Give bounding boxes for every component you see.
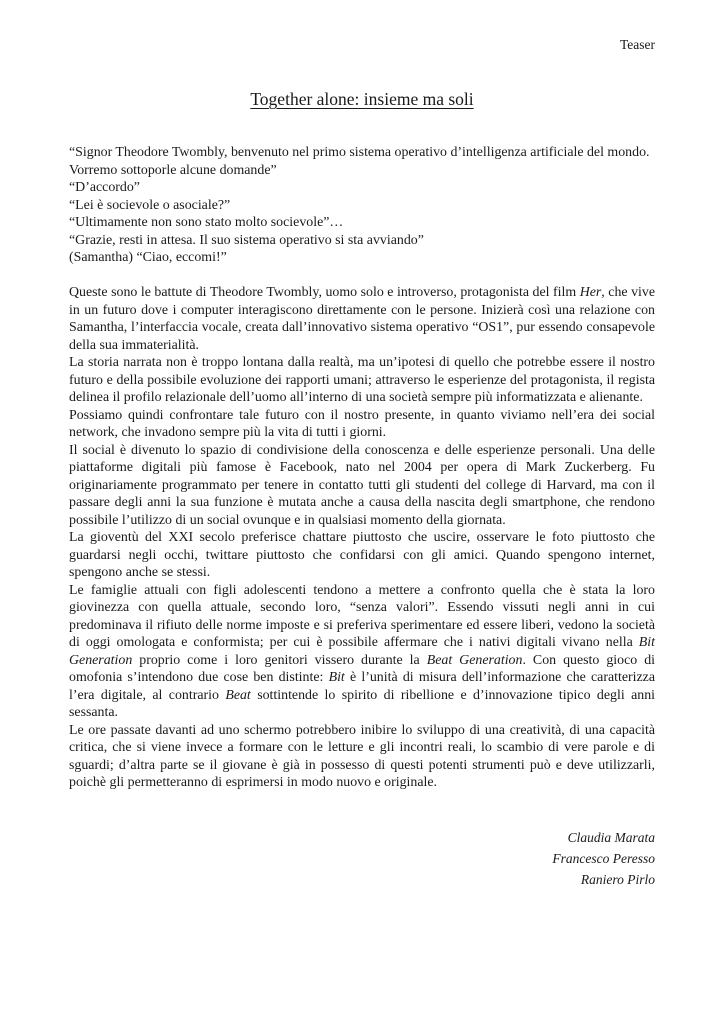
paragraph-intro bbox=[69, 284, 655, 354]
text-run: , che vive in un futuro dove i computer interagiscono direttamente con le persone. Inizierà così una relazione con Samantha, l’interfaccia vocale, creata dall’innovativo sistema operativo “OS1”, pur essendo consapevole della sua immaterialità. bbox=[69, 285, 656, 353]
dialogue-line: “D’accordo” bbox=[69, 180, 140, 195]
author-name: Francesco Peresso bbox=[552, 850, 655, 866]
text-run: . Con questo gioco di omofonia s’intendono due cose ben distinte: bbox=[69, 652, 656, 685]
author-name: Claudia Marata bbox=[567, 829, 655, 845]
text-run: Le famiglie attuali con figli adolescenti tendono a mettere a confronto quella che è stata la loro giovinezza con quella attuale, secondo loro, “senza valori”. Essendo vissuti negli anni in cui predominava il rifiuto delle norme imposte e si preferiva sperimentare ed essere liberi, vedono la società di oggi omologata e conformista; per cui è possibile affermare che i nativi digitali vivano nella bbox=[69, 582, 655, 650]
paragraph: La storia narrata non è troppo lontana dalla realtà, ma un’ipotesi di quello che potrebbe essere il nostro futuro e della possibile evoluzione dei rapporti umani; attraverso le esperienze del protagonista, il regista delinea il profilo relazionale dell’uomo all’interno di una società sempre più informatizzata e alienante. bbox=[69, 355, 655, 405]
emphasis-beat: Beat bbox=[225, 687, 251, 703]
emphasis-bit: Bit bbox=[328, 670, 345, 685]
dialogue-line: (Samantha) “Ciao, eccomi!” bbox=[69, 250, 227, 265]
dialogue-line: “Signor Theodore Twombly, benvenuto nel primo sistema operativo d’intelligenza artificiale del mondo. Vorremo sottoporle alcune domande” bbox=[69, 145, 650, 178]
film-title: Her bbox=[579, 285, 602, 300]
author-name: Raniero Pirlo bbox=[580, 871, 655, 887]
text-run: Queste sono le battute di Theodore Twombly, uomo solo e introverso, protagonista del film bbox=[69, 285, 580, 300]
emphasis-beat-generation: Beat Generation bbox=[426, 652, 523, 668]
opening-dialogue bbox=[69, 144, 655, 267]
dialogue-line: “Ultimamente non sono stato molto socievole”… bbox=[69, 215, 344, 230]
paragraph-generations bbox=[69, 582, 655, 722]
dialogue-line: “Lei è socievole o asociale?” bbox=[69, 197, 231, 213]
paragraph: Le ore passate davanti ad uno schermo potrebbero inibire lo sviluppo di una creatività, di una capacità critica, che si viene invece a formare con le letture e gli incontri reali, lo scambio di vere parole e di sguardi; d’altra parte se il giovane è già in possesso di questi potenti strumenti può e deve utilizzarli, poichè gli permetteranno di esprimersi in modo nuovo e originale. bbox=[69, 722, 655, 790]
article-title: Together alone: insieme ma soli bbox=[250, 89, 474, 109]
text-run: è l’unità di misura dell’informazione che caratterizza l’era digitale, al contrario bbox=[69, 670, 655, 703]
section-label: Teaser bbox=[619, 37, 655, 52]
emphasis-bit-generation: Bit Generation bbox=[69, 635, 655, 668]
paragraph: Possiamo quindi confrontare tale futuro con il nostro presente, in quanto viviamo nell’era dei social network, che invadono sempre più la vita di tutti i giorni. bbox=[69, 407, 655, 440]
text-run: sottintende lo spirito di ribellione e d’innovazione tipico degli anni sessanta. bbox=[69, 687, 656, 720]
dialogue-line: “Grazie, resti in attesa. Il suo sistema operativo si sta avviando” bbox=[69, 232, 424, 248]
article-body bbox=[69, 284, 655, 792]
paragraph: La gioventù del XXI secolo preferisce chattare piuttosto che uscire, osservare le foto piuttosto che guardarsi negli occhi, twittare piuttosto che confidarsi con gli amici. Quando spengono internet, spengono anche se stessi. bbox=[69, 530, 655, 580]
paragraph: Il social è divenuto lo spazio di condivisione della conoscenza e delle esperienze personali. Una delle piattaforme digitali più famose è Facebook, nato nel 2004 per opera di Mark Zuckerberg. Fu originariamente programmato per tenere in contatto tutti gli studenti del college di Harvard, ma con il passare degli anni la sua funzione è mutata anche a causa della nascita degli smartphone, che rendono possibile l’utilizzo di un social ovunque e in qualsiasi momento della giornata. bbox=[69, 442, 655, 528]
author-signatures bbox=[69, 827, 655, 890]
text-run: proprio come i loro genitori vissero durante la bbox=[132, 652, 427, 668]
document-page bbox=[69, 36, 655, 890]
